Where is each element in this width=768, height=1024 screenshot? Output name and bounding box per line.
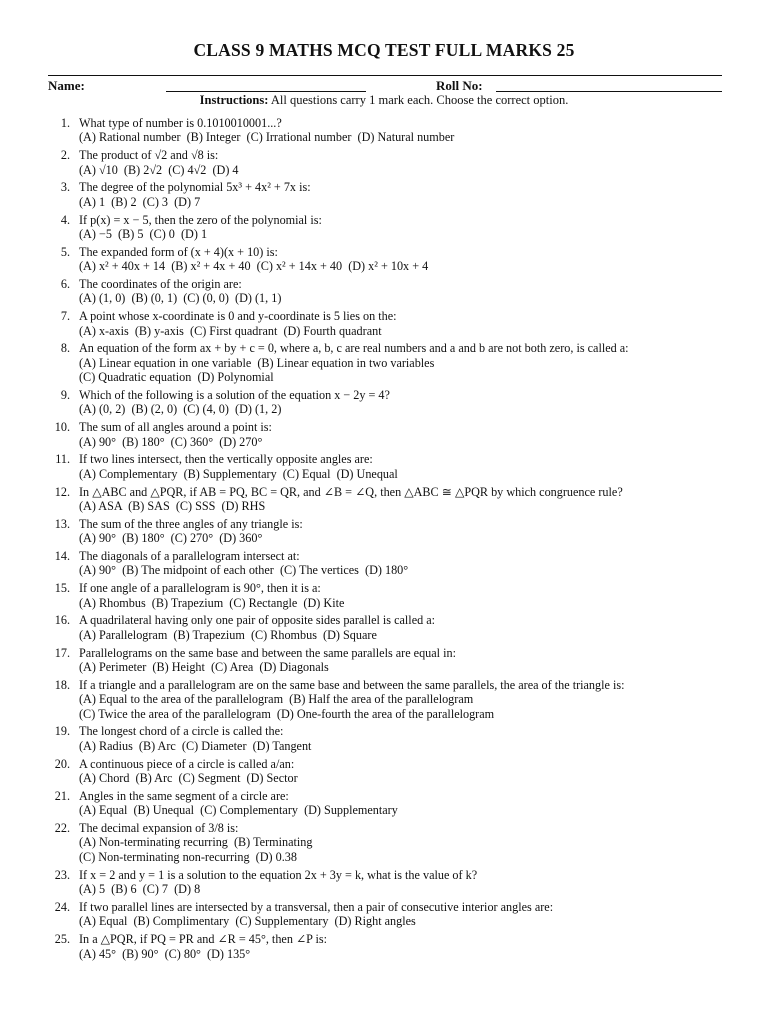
page-title: CLASS 9 MATHS MCQ TEST FULL MARKS 25 [193,40,575,60]
roll-no-blank-line [496,91,722,92]
question-number: 14. [54,549,70,564]
answer-options: (A) Parallelogram (B) Trapezium (C) Rhombus (D) Square [79,627,377,642]
answer-options: (C) Quadratic equation (D) Polynomial [79,370,274,385]
question-item [50,646,730,675]
question-number: 3. [60,180,70,195]
answer-options: (A) 90° (B) 180° (C) 360° (D) 270° [79,434,263,449]
question-number: 23. [54,867,70,882]
question-text: The sum of the three angles of any triangle is: [79,516,303,531]
question-item [50,821,730,864]
question-number: 20. [54,756,70,771]
question-item [50,549,730,578]
answer-options: (A) 90° (B) 180° (C) 270° (D) 360° [79,531,263,546]
answer-options: (A) Non-terminating recurring (B) Terminating [79,835,313,850]
question-text: The decimal expansion of 3/8 is: [79,821,239,836]
question-number: 22. [54,821,70,836]
question-number: 7. [60,309,70,324]
question-item [50,213,730,242]
instructions-text: All questions carry 1 mark each. Choose the correct option. [268,93,569,107]
question-number: 25. [54,932,70,947]
student-info-row [48,78,722,94]
answer-options: (A) ASA (B) SAS (C) SSS (D) RHS [79,499,266,514]
instructions [0,93,768,108]
question-number: 19. [54,724,70,739]
question-text: The coordinates of the origin are: [79,277,242,292]
question-number: 13. [54,516,70,531]
question-item [50,757,730,786]
answer-options: (A) Equal to the area of the parallelogram (B) Half the area of the parallelogram [79,692,474,707]
question-item [50,277,730,306]
question-text: The expanded form of (x + 4)(x + 10) is: [79,244,278,259]
instructions-label: Instructions: [199,93,269,107]
question-item [50,932,730,961]
answer-options: (A) x² + 40x + 14 (B) x² + 4x + 40 (C) x² + 14x + 40 (D) x² + 10x + 4 [79,259,429,274]
question-text: If one angle of a parallelogram is 90°, then it is a: [79,581,321,596]
name-label: Name: [48,78,85,93]
answer-options: (A) Rhombus (B) Trapezium (C) Rectangle (D) Kite [79,595,345,610]
question-text: A quadrilateral having only one pair of opposite sides parallel is called a: [79,613,436,628]
question-item [50,245,730,274]
question-text: A continuous piece of a circle is called a/an: [79,756,295,771]
question-item [50,309,730,338]
question-text: If two lines intersect, then the vertically opposite angles are: [79,452,373,467]
question-text: The longest chord of a circle is called the: [79,724,284,739]
answer-options: (A) −5 (B) 5 (C) 0 (D) 1 [79,227,208,242]
question-item [50,581,730,610]
answer-options: (A) Rational number (B) Integer (C) Irrational number (D) Natural number [79,130,455,145]
answer-options: (A) Equal (B) Unequal (C) Complementary (D) Supplementary [79,803,398,818]
question-item [50,868,730,897]
question-number: 6. [60,277,70,292]
answer-options: (A) (0, 2) (B) (2, 0) (C) (4, 0) (D) (1, 2) [79,402,282,417]
answer-options: (A) Chord (B) Arc (C) Segment (D) Sector [79,771,298,786]
question-item [50,116,730,145]
answer-options: (A) Radius (B) Arc (C) Diameter (D) Tangent [79,738,312,753]
question-item [50,341,730,384]
answer-options: (A) Linear equation in one variable (B) Linear equation in two variables [79,355,435,370]
answer-options: (C) Twice the area of the parallelogram (D) One-fourth the area of the parallelogram [79,706,495,721]
question-text: Angles in the same segment of a circle are: [79,788,289,803]
question-number: 16. [54,613,70,628]
question-number: 10. [54,420,70,435]
question-number: 9. [60,388,70,403]
question-number: 8. [60,341,70,356]
question-text: If a triangle and a parallelogram are on the same base and between the same parallels, the area of the triangle is: [79,677,625,692]
question-text: A point whose x-coordinate is 0 and y-coordinate is 5 lies on the: [79,309,397,324]
roll-no-label: Roll No: [436,78,483,93]
question-item [50,148,730,177]
question-item [50,678,730,721]
question-number: 1. [60,116,70,130]
question-item [50,180,730,209]
question-item [50,613,730,642]
question-item [50,724,730,753]
question-text: In a △PQR, if PQ = PR and ∠R = 45°, then ∠P is: [79,932,328,947]
question-item [50,388,730,417]
question-text: The degree of the polynomial 5x³ + 4x² + 7x is: [79,180,311,195]
answer-options: (A) 45° (B) 90° (C) 80° (D) 135° [79,946,251,961]
answer-options: (A) (1, 0) (B) (0, 1) (C) (0, 0) (D) (1, 1) [79,291,282,306]
top-divider [48,75,722,76]
question-number: 11. [55,452,70,467]
question-text: If p(x) = x − 5, then the zero of the polynomial is: [79,212,322,227]
question-item [50,900,730,929]
question-number: 21. [54,788,70,803]
question-item [50,485,730,514]
question-text: Which of the following is a solution of the equation x − 2y = 4? [79,388,390,403]
question-number: 5. [60,244,70,259]
question-item [50,452,730,481]
question-number: 4. [60,212,70,227]
answer-options: (A) Complementary (B) Supplementary (C) Equal (D) Unequal [79,466,398,481]
question-list [50,116,730,964]
question-item [50,789,730,818]
question-text: If two parallel lines are intersected by a transversal, then a pair of consecutive interior angles are: [79,899,554,914]
answer-options: (A) Perimeter (B) Height (C) Area (D) Diagonals [79,660,329,675]
question-item [50,517,730,546]
answer-options: (A) x-axis (B) y-axis (C) First quadrant (D) Fourth quadrant [79,323,382,338]
question-text: An equation of the form ax + by + c = 0, where a, b, c are real numbers and a and b are not both zero, is called a: [79,341,629,356]
question-text: If x = 2 and y = 1 is a solution to the equation 2x + 3y = k, what is the value of k? [79,867,478,882]
question-number: 2. [60,148,70,163]
answer-options: (A) √10 (B) 2√2 (C) 4√2 (D) 4 [79,162,239,177]
question-text: The diagonals of a parallelogram intersect at: [79,549,300,564]
answer-options: (A) 90° (B) The midpoint of each other (C) The vertices (D) 180° [79,563,409,578]
question-text: Parallelograms on the same base and between the same parallels are equal in: [79,645,456,660]
question-text: The sum of all angles around a point is: [79,420,272,435]
question-number: 12. [54,484,70,499]
answer-options: (A) 1 (B) 2 (C) 3 (D) 7 [79,194,201,209]
question-text: What type of number is 0.1010010001...? [79,116,282,130]
question-text: The product of √2 and √8 is: [79,148,219,163]
question-item [50,420,730,449]
question-text: In △ABC and △PQR, if AB = PQ, BC = QR, and ∠B = ∠Q, then △ABC ≅ △PQR by which congruence rule? [79,484,623,499]
question-number: 17. [54,645,70,660]
question-number: 24. [54,899,70,914]
question-number: 18. [54,677,70,692]
question-number: 15. [54,581,70,596]
answer-options: (A) 5 (B) 6 (C) 7 (D) 8 [79,882,201,897]
answer-options: (A) Equal (B) Complimentary (C) Supplementary (D) Right angles [79,914,416,929]
answer-options: (C) Non-terminating non-recurring (D) 0.38 [79,849,297,864]
name-blank-line [166,91,366,92]
